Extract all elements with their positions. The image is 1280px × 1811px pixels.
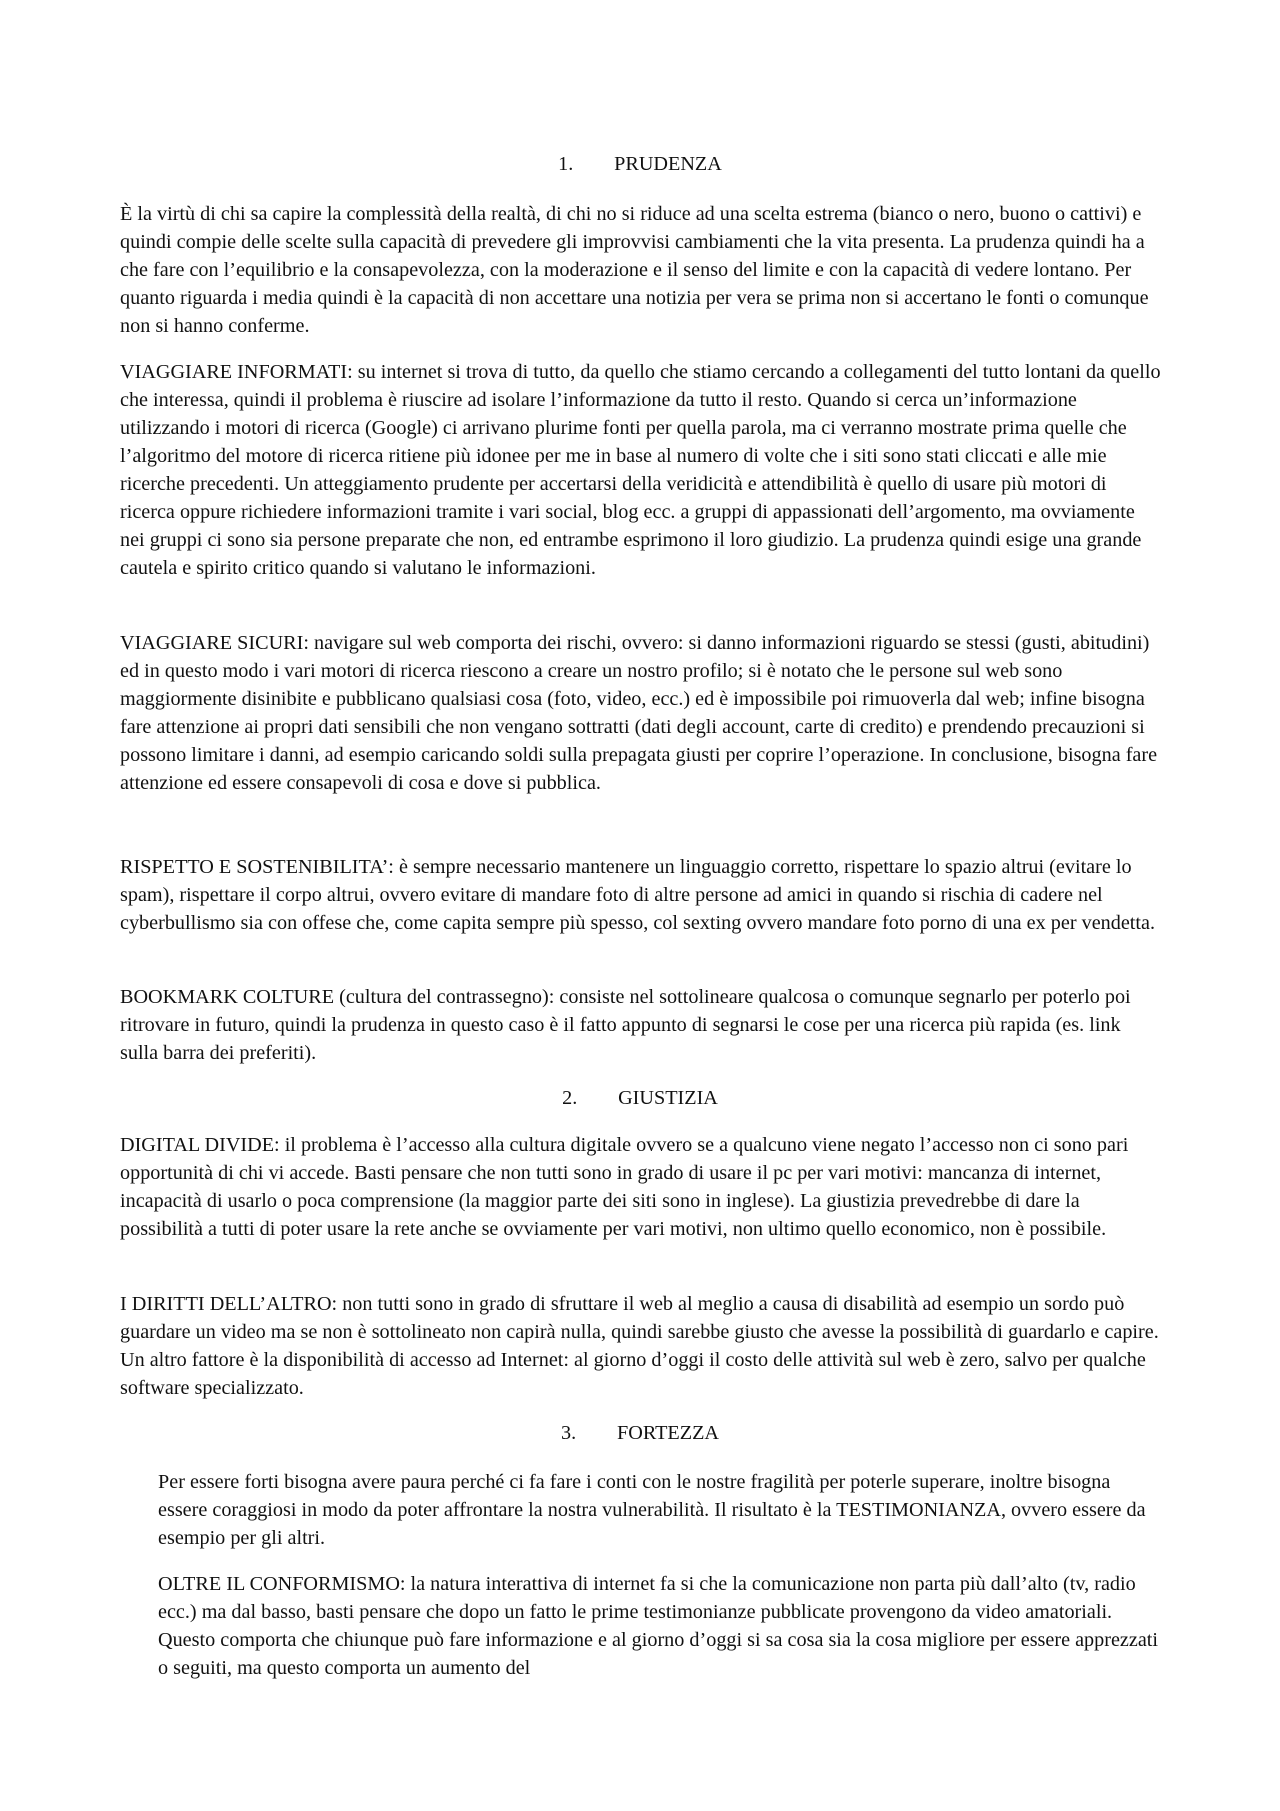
paragraph-fortezza-intro: Per essere forti bisogna avere paura perché ci fa fare i conti con le nostre fragilità per poterle superare, inoltre bisogna essere coraggiosi in modo da poter affrontare la nostra vulnerabilità. Il risultato è la TESTIMONIANZA, ovvero essere da esempio per gli altri.	[158, 1471, 1146, 1549]
paragraph-prudenza-intro: È la virtù di chi sa capire la complessità della realtà, di chi no si riduce ad una scelta estrema (bianco o nero, buono o cattivi) e quindi compie delle scelte sulla capacità di prevedere gli improvvisi cambiamenti che la vita presenta. La prudenza quindi ha a che fare con l’equilibrio e la consapevolezza, con la moderazione e il senso del limite e con la capacità di vedere lontano. Per quanto riguarda i media quindi è la capacità di non accettare una notizia per vera se prima non si accertano le fonti o comunque non si hanno conferme.	[120, 203, 1149, 337]
section-number: 2.	[562, 1087, 578, 1109]
section-heading-fortezza	[0, 1419, 1280, 1447]
section-title: GIUSTIZIA	[618, 1087, 718, 1109]
section-heading-giustizia	[0, 1084, 1280, 1112]
section-number: 3.	[561, 1422, 577, 1444]
paragraph-digital-divide: DIGITAL DIVIDE: il problema è l’accesso alla cultura digitale ovvero se a qualcuno viene negato l’accesso non ci sono pari opportunità di chi vi accede. Basti pensare che non tutti sono in grado di usare il pc per vari motivi: mancanza di internet, incapacità di usarlo o poca comprensione (la maggior parte dei siti sono in inglese). La giustizia prevedrebbe di dare la possibilità a tutti di poter usare la rete anche se ovviamente per vari motivi, non ultimo quello economico, non è possibile.	[120, 1134, 1129, 1240]
paragraph-diritti-altro: I DIRITTI DELL’ALTRO: non tutti sono in grado di sfruttare il web al meglio a causa di disabilità ad esempio un sordo può guardare un video ma se non è sottolineato non capirà nulla, quindi sarebbe giusto che avesse la possibilità di guardarlo e capire. Un altro fattore è la disponibilità di accesso ad Internet: al giorno d’oggi il costo delle attività sul web è zero, salvo per qualche software specializzato.	[120, 1293, 1159, 1399]
paragraph-viaggiare-sicuri: VIAGGIARE SICURI: navigare sul web comporta dei rischi, ovvero: si danno informazioni riguardo se stessi (gusti, abitudini) ed in questo modo i vari motori di ricerca riescono a creare un nostro profilo; si è notato che le persone sul web sono maggiormente disinibite e pubblicano qualsiasi cosa (foto, video, ecc.) ed è impossibile poi rimuoverla dal web; infine bisogna fare attenzione ai propri dati sensibili che non vengano sottratti (dati degli account, carte di credito) e prendendo precauzioni si possono limitare i danni, ad esempio caricando soldi sulla prepagata giusti per coprire l’operazione. In conclusione, bisogna fare attenzione ed essere consapevoli di cosa e dove si pubblica.	[120, 632, 1158, 794]
section-heading-prudenza	[0, 150, 1280, 178]
section-number: 1.	[558, 153, 574, 175]
paragraph-oltre-conformismo: OLTRE IL CONFORMISMO: la natura interattiva di internet fa si che la comunicazione non parta più dall’alto (tv, radio ecc.) ma dal basso, basti pensare che dopo un fatto le prime testimonianze pubblicate provengono da video amatoriali. Questo comporta che chiunque può fare informazione e al giorno d’oggi si sa cosa sia la cosa migliore per essere apprezzati o seguiti, ma questo comporta un aumento del	[158, 1573, 1159, 1679]
section-title: PRUDENZA	[614, 153, 722, 175]
paragraph-viaggiare-informati: VIAGGIARE INFORMATI: su internet si trova di tutto, da quello che stiamo cercando a collegamenti del tutto lontani da quello che interessa, quindi il problema è riuscire ad isolare l’informazione da tutto il resto. Quando si cerca un’informazione utilizzando i motori di ricerca (Google) ci arrivano plurime fonti per quella parola, ma ci verranno mostrate prima quelle che l’algoritmo del motore di ricerca ritiene più idonee per me in base al numero di volte che i siti sono stati cliccati e alle mie ricerche precedenti. Un atteggiamento prudente per accertarsi della veridicità e attendibilità è quello di usare più motori di ricerca oppure richiedere informazioni tramite i vari social, blog ecc. a gruppi di appassionati dell’argomento, ma ovviamente nei gruppi ci sono sia persone preparate che non, ed entrambe esprimono il loro giudizio. La prudenza quindi esige una grande cautela e spirito critico quando si valutano le informazioni.	[120, 361, 1161, 579]
section-title: FORTEZZA	[617, 1422, 719, 1444]
paragraph-rispetto-sostenibilita: RISPETTO E SOSTENIBILITA’: è sempre necessario mantenere un linguaggio corretto, rispettare lo spazio altrui (evitare lo spam), rispettare il corpo altrui, ovvero evitare di mandare foto di altre persone ad amici in quando si rischia di cadere nel cyberbullismo sia con offese che, come capita sempre più spesso, col sexting ovvero mandare foto porno di una ex per vendetta.	[120, 856, 1156, 934]
paragraph-bookmark-colture: BOOKMARK COLTURE (cultura del contrassegno): consiste nel sottolineare qualcosa o comunque segnarlo per poterlo poi ritrovare in futuro, quindi la prudenza in questo caso è il fatto appunto di segnarsi le cose per una ricerca più rapida (es. link sulla barra dei preferiti).	[120, 986, 1131, 1064]
